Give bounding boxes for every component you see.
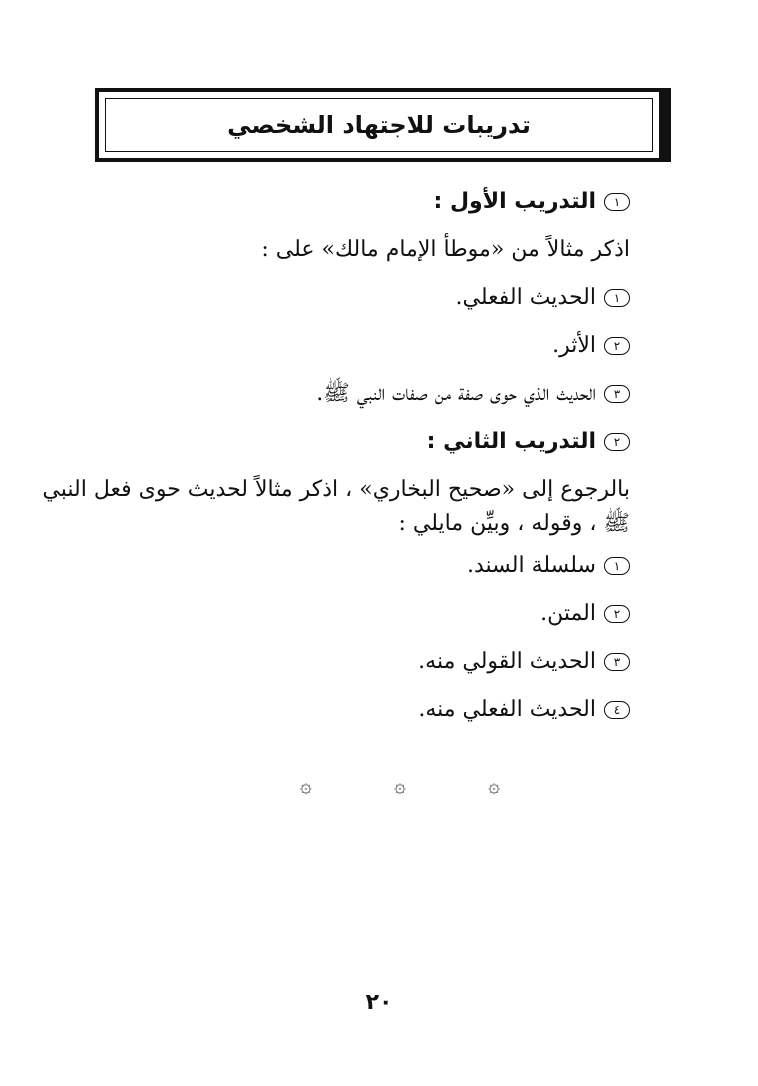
ornament-star-icon: ۞ xyxy=(488,773,500,797)
list-item xyxy=(110,322,630,370)
item-number-badge: ١ xyxy=(604,289,630,307)
list-item xyxy=(230,590,630,638)
ornament-star-icon: ۞ xyxy=(394,773,406,797)
section-ornaments xyxy=(300,770,500,800)
list-item xyxy=(230,542,630,590)
item-number-badge: ٤ xyxy=(604,701,630,719)
title-inner-border xyxy=(105,98,653,152)
item-number-badge: ٣ xyxy=(604,385,630,403)
exercise-2-list xyxy=(230,542,630,734)
item-text: الحديث الفعلي. xyxy=(455,285,596,310)
exercise-2-heading xyxy=(110,418,630,466)
exercise-2-title: التدريب الثاني : xyxy=(426,429,596,454)
exercise-1-block xyxy=(110,178,630,466)
exercise-1-heading xyxy=(110,178,630,226)
list-item xyxy=(230,638,630,686)
item-number-badge: ٢ xyxy=(604,337,630,355)
exercise-2-prompt-line-2: ﷺ ، وقوله ، وبيِّن مايلي : xyxy=(398,511,630,536)
exercise-2-prompt-line-1: بالرجوع إلى «صحيح البخاري» ، اذكر مثالاً لحديث حوى فعل النبي xyxy=(42,477,630,502)
item-text: سلسلة السند. xyxy=(466,553,596,578)
item-text: الحديث الفعلي منه. xyxy=(418,697,596,722)
item-number-badge: ٢ xyxy=(604,605,630,623)
exercise-1-title: التدريب الأول : xyxy=(433,189,596,214)
item-number-badge: ١ xyxy=(604,557,630,575)
exercise-1-number-badge: ١ xyxy=(604,193,630,211)
exercise-1-prompt: اذكر مثالاً من «موطأ الإمام مالك» على : xyxy=(261,237,630,262)
item-text: الحديث القولي منه. xyxy=(418,649,596,674)
list-item xyxy=(110,274,630,322)
page-number: ٢٠ xyxy=(365,990,393,1015)
item-text: المتن. xyxy=(540,601,596,626)
list-item xyxy=(230,686,630,734)
list-item xyxy=(110,370,630,418)
item-text: الحديث الذي حوى صفة من صفات النبي ﷺ. xyxy=(316,381,596,406)
item-number-badge: ٣ xyxy=(604,653,630,671)
ornament-star-icon: ۞ xyxy=(300,773,312,797)
title-box xyxy=(95,88,671,162)
exercise-2-number-badge: ٢ xyxy=(604,433,630,451)
item-text: الأثر. xyxy=(552,333,596,358)
page-title: تدريبات للاجتهاد الشخصي xyxy=(227,111,531,139)
